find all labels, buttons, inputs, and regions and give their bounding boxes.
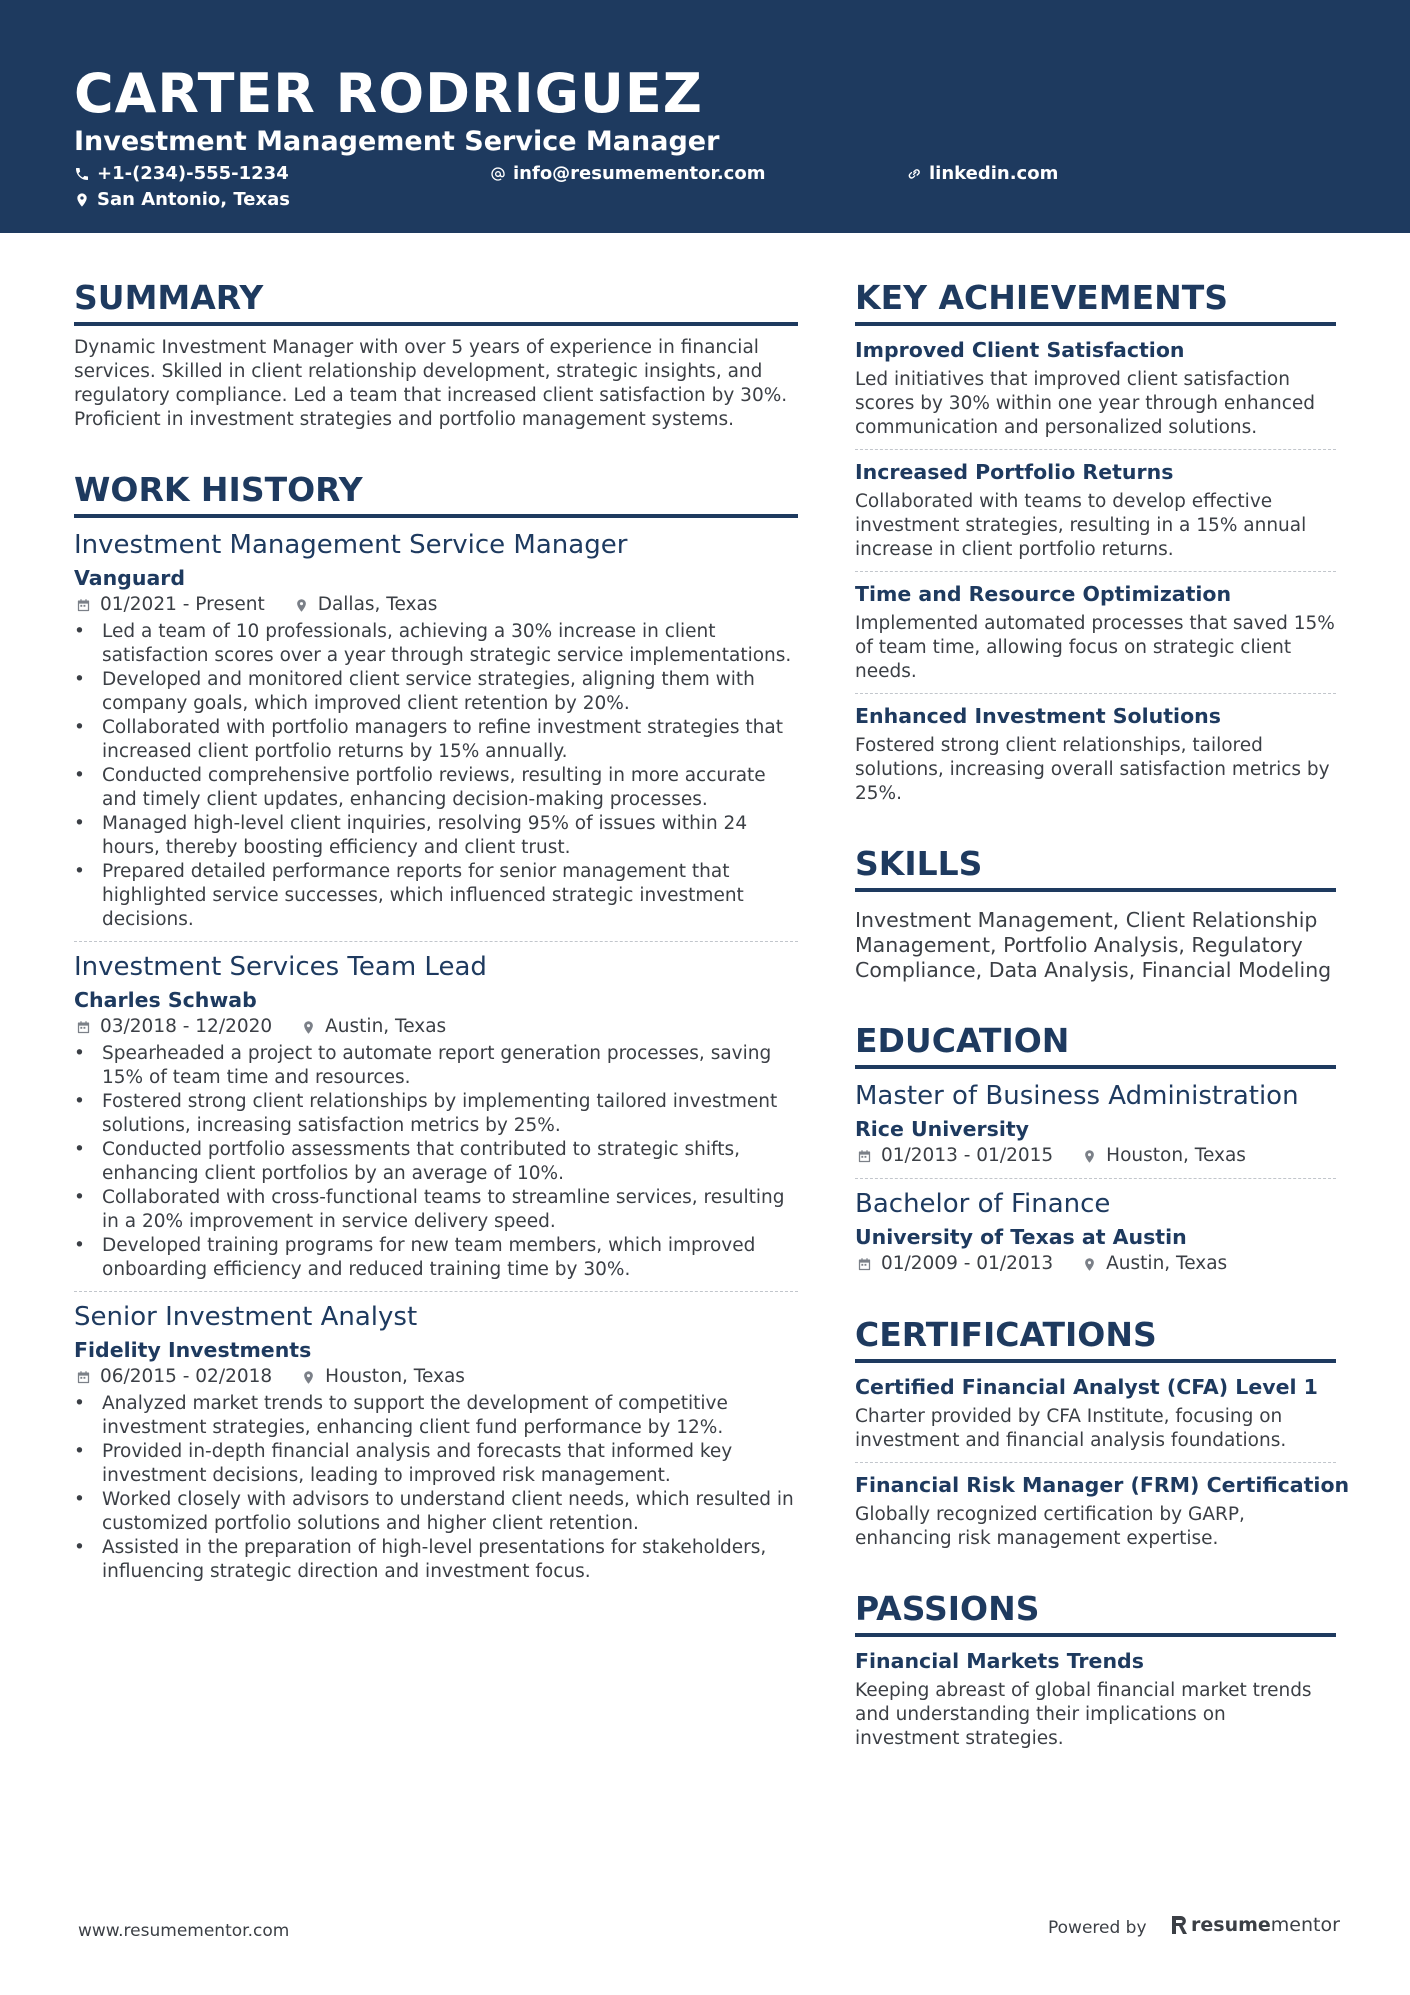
list-item: • Provided in-depth financial analysis and forecasts that informed key investment decisions, leading to improved risk management.: [74, 1440, 798, 1488]
map-pin-icon: [294, 598, 309, 613]
list-item: • Assisted in the preparation of high-level presentations for stakeholders, influencing strategic direction and investment focus.: [74, 1536, 798, 1584]
job-location: Dallas, Texas: [317, 594, 438, 615]
education-school: University of Texas at Austin: [855, 1225, 1187, 1249]
skills-heading: SKILLS: [855, 842, 1336, 892]
achievement-text: Led initiatives that improved client satisfaction scores by 30% within one year through enhanced communication and personalized solutions.: [855, 369, 1316, 438]
education-heading: EDUCATION: [855, 1019, 1336, 1069]
contact-linkedin[interactable]: [906, 162, 1058, 186]
summary-section: [74, 276, 798, 432]
job-entry: [74, 950, 798, 1282]
list-item: • Managed high-level client inquiries, resolving 95% of issues within 24 hours, thereby boosting efficiency and client trust.: [74, 812, 798, 860]
at-sign-icon: [490, 166, 506, 182]
job-meta: [74, 1014, 798, 1040]
list-item: • Fostered strong client relationships by implementing tailored investment solutions, increasing satisfaction metrics by 25%.: [74, 1090, 798, 1138]
calendar-icon: [76, 598, 91, 613]
footer-powered-by: Powered by: [1048, 1918, 1147, 1938]
job-title: Senior Investment Analyst: [74, 1302, 418, 1332]
achievement-text: Implemented automated processes that saved 15% of team time, allowing focus on strategic client needs.: [855, 613, 1335, 682]
calendar-icon: [76, 1020, 91, 1035]
contact-phone[interactable]: [74, 162, 289, 186]
certification-text: Charter provided by CFA Institute, focusing on investment and financial analysis foundations.: [855, 1406, 1287, 1451]
brand-light-text: mentor: [1270, 1914, 1340, 1936]
achievement-text: Collaborated with teams to develop effective investment strategies, resulting in a 15% annual increase in client portfolio returns.: [855, 491, 1307, 560]
education-meta: [855, 1143, 1336, 1169]
achievement-item: [855, 580, 1336, 684]
linkedin-text: linkedin.com: [929, 163, 1059, 184]
phone-text: +1-(234)-555-1234: [97, 163, 289, 184]
left-column: [74, 276, 798, 1584]
list-item: • Analyzed market trends to support the development of competitive investment strategies, enhancing client fund performance by 12%.: [74, 1392, 798, 1440]
job-company: Fidelity Investments: [74, 1338, 312, 1362]
list-item: • Worked closely with advisors to understand client needs, which resulted in customized portfolio solutions and higher client retention.: [74, 1488, 798, 1536]
achievement-title: Improved Client Satisfaction: [855, 338, 1185, 362]
achievement-title: Time and Resource Optimization: [855, 582, 1232, 606]
job-meta: [74, 1364, 798, 1390]
calendar-icon: [857, 1149, 872, 1164]
education-dates: 01/2009 - 01/2013: [881, 1253, 1054, 1274]
passions-heading: PASSIONS: [855, 1587, 1336, 1637]
passion-title: Financial Markets Trends: [855, 1649, 1144, 1673]
map-pin-icon: [74, 192, 90, 208]
job-dates: 06/2015 - 02/2018: [100, 1366, 273, 1387]
list-item: • Developed training programs for new team members, which improved onboarding efficiency and reduced training time by 30%.: [74, 1234, 798, 1282]
list-item: • Conducted comprehensive portfolio reviews, resulting in more accurate and timely client updates, enhancing decision-making processes.: [74, 764, 798, 812]
key-achievements-section: [855, 276, 1336, 806]
certification-title: Certified Financial Analyst (CFA) Level 1: [855, 1375, 1318, 1399]
email-text: info@resumementor.com: [513, 163, 766, 184]
achievement-item: [855, 336, 1336, 440]
divider: [855, 571, 1336, 572]
list-item: • Conducted portfolio assessments that contributed to strategic shifts, enhancing client portfolios by an average of 10%.: [74, 1138, 798, 1186]
calendar-icon: [857, 1257, 872, 1272]
job-entry: [74, 1300, 798, 1584]
achievement-text: Fostered strong client relationships, tailored solutions, increasing overall satisfaction metrics by 25%.: [855, 735, 1330, 804]
contact-location: [74, 188, 290, 212]
right-column: [855, 276, 1350, 1751]
location-text: San Antonio, Texas: [97, 189, 290, 210]
footer-url[interactable]: www.resumementor.com: [78, 1921, 290, 1941]
certifications-section: [855, 1313, 1350, 1551]
divider: [855, 449, 1336, 450]
education-school: Rice University: [855, 1117, 1030, 1141]
contact-email[interactable]: [490, 162, 765, 186]
education-item: [855, 1187, 1336, 1277]
education-dates: 01/2013 - 01/2015: [881, 1145, 1054, 1166]
job-company: Charles Schwab: [74, 988, 257, 1012]
achievement-item: [855, 702, 1336, 806]
job-location: Houston, Texas: [325, 1366, 465, 1387]
job-company: Vanguard: [74, 566, 186, 590]
work-history-section: [74, 468, 798, 1584]
job-dates: 01/2021 - Present: [100, 594, 265, 615]
achievement-title: Enhanced Investment Solutions: [855, 704, 1221, 728]
education-degree: Bachelor of Finance: [855, 1189, 1111, 1219]
divider: [74, 1291, 798, 1292]
footer-brand-logo[interactable]: [1170, 1914, 1340, 1936]
list-item: • Prepared detailed performance reports for senior management that highlighted service successes, which influenced strategic investment decisions.: [74, 860, 798, 932]
resumementor-logo-icon: [1170, 1914, 1188, 1936]
map-pin-icon: [1082, 1257, 1097, 1272]
job-location: Austin, Texas: [325, 1016, 447, 1037]
certification-title: Financial Risk Manager (FRM) Certification: [855, 1473, 1350, 1497]
summary-text: Dynamic Investment Manager with over 5 years of experience in financial services. Skilled in client relationship development, strategic insights, and regulatory compliance. Led a team that increased client satisfaction by 30%. Proficient in investment strategies and portfolio management systems.: [74, 337, 788, 430]
skills-section: [855, 842, 1336, 983]
divider: [74, 941, 798, 942]
link-icon: [906, 166, 922, 182]
certification-item: [855, 1373, 1336, 1453]
job-title: Investment Management Service Manager: [74, 530, 628, 560]
job-bullets: [74, 620, 798, 932]
summary-heading: SUMMARY: [74, 276, 798, 326]
education-location: Austin, Texas: [1106, 1253, 1228, 1274]
passion-item: [855, 1647, 1336, 1751]
achievement-title: Increased Portfolio Returns: [855, 460, 1174, 484]
education-meta: [855, 1251, 1336, 1277]
achievement-item: [855, 458, 1336, 562]
passion-text: Keeping abreast of global financial market trends and understanding their implications on investment strategies.: [855, 1680, 1312, 1749]
work-history-heading: WORK HISTORY: [74, 468, 798, 518]
job-title: Investment Services Team Lead: [74, 952, 487, 982]
job-entry: [74, 528, 798, 932]
job-bullets: [74, 1392, 798, 1584]
candidate-name: CARTER RODRIGUEZ: [74, 62, 703, 125]
list-item: • Collaborated with cross-functional teams to streamline services, resulting in a 20% improvement in service delivery speed.: [74, 1186, 798, 1234]
divider: [855, 1178, 1336, 1179]
map-pin-icon: [1082, 1149, 1097, 1164]
education-location: Houston, Texas: [1106, 1145, 1246, 1166]
brand-bold-text: resume: [1191, 1914, 1271, 1936]
resume-header: [0, 0, 1410, 233]
certifications-heading: CERTIFICATIONS: [855, 1313, 1336, 1363]
passions-section: [855, 1587, 1336, 1751]
skills-text: Investment Management, Client Relationship Management, Portfolio Analysis, Regulatory Compliance, Data Analysis, Financial Modeling: [855, 908, 1332, 982]
job-bullets: [74, 1042, 798, 1282]
education-section: [855, 1019, 1336, 1277]
key-achievements-heading: KEY ACHIEVEMENTS: [855, 276, 1336, 326]
divider: [855, 693, 1336, 694]
job-dates: 03/2018 - 12/2020: [100, 1016, 273, 1037]
phone-icon: [74, 166, 90, 182]
list-item: • Spearheaded a project to automate report generation processes, saving 15% of team time and resources.: [74, 1042, 798, 1090]
map-pin-icon: [301, 1020, 316, 1035]
list-item: • Developed and monitored client service strategies, aligning them with company goals, which improved client retention by 20%.: [74, 668, 798, 716]
education-item: [855, 1079, 1336, 1169]
certification-item: [855, 1471, 1350, 1551]
education-degree: Master of Business Administration: [855, 1081, 1299, 1111]
divider: [855, 1462, 1336, 1463]
candidate-role: Investment Management Service Manager: [74, 126, 720, 157]
job-meta: [74, 592, 798, 618]
list-item: • Collaborated with portfolio managers to refine investment strategies that increased client portfolio returns by 15% annually.: [74, 716, 798, 764]
certification-text: Globally recognized certification by GARP, enhancing risk management expertise.: [855, 1504, 1245, 1549]
list-item: • Led a team of 10 professionals, achieving a 30% increase in client satisfaction scores over a year through strategic service implementations.: [74, 620, 798, 668]
calendar-icon: [76, 1370, 91, 1385]
map-pin-icon: [301, 1370, 316, 1385]
